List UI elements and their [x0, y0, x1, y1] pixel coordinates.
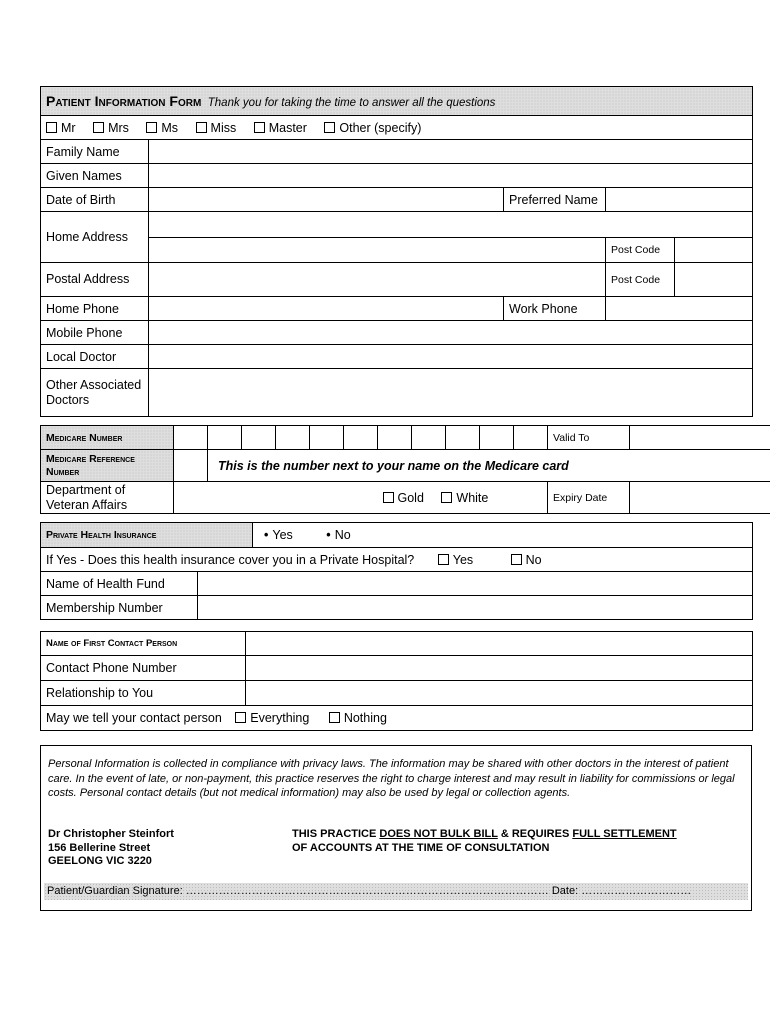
family-name-label: Family Name: [41, 140, 149, 164]
insurance-no-option[interactable]: • No: [326, 528, 351, 542]
medicare-digit-7[interactable]: [378, 426, 412, 450]
checkbox-mrs[interactable]: [93, 122, 104, 133]
medicare-digit-6[interactable]: [344, 426, 378, 450]
dob-field[interactable]: [149, 188, 504, 212]
home-post-code-label: Post Code: [606, 238, 675, 263]
privacy-statement: Personal Information is collected in compliance with privacy laws. The information may be shared with other doctors in the interest of patient care. In the event of late, or non-payment, this practice reserves the right to charge interest and may result in liability for commissions or legal costs. Personal contact details (but not medical information) may also be used by legal or collection agents.: [48, 758, 735, 799]
hospital-cover-question: If Yes - Does this health insurance cover you in a Private Hospital?: [46, 552, 415, 567]
membership-number-label: Membership Number: [41, 596, 198, 620]
checkbox-mr[interactable]: [46, 122, 57, 133]
valid-to-label: Valid To: [548, 426, 630, 450]
insurance-yes-option[interactable]: • Yes: [264, 528, 293, 542]
health-fund-label: Name of Health Fund: [41, 572, 198, 596]
relationship-field[interactable]: [246, 681, 753, 706]
work-phone-label: Work Phone: [504, 297, 606, 321]
title-option-master[interactable]: Master: [254, 121, 307, 135]
checkbox-hospital-yes[interactable]: [438, 554, 449, 565]
medicare-reference-label: Medicare Reference Number: [41, 450, 174, 482]
hospital-no-option[interactable]: No: [511, 553, 542, 567]
dva-gold-option[interactable]: Gold: [383, 491, 424, 505]
home-address-label: Home Address: [41, 212, 149, 263]
postal-address-field[interactable]: [149, 263, 606, 297]
insurance-title: Private Health Insurance: [41, 523, 253, 548]
membership-number-field[interactable]: [198, 596, 753, 620]
contact-name-field[interactable]: [246, 632, 753, 656]
medicare-digit-1[interactable]: [174, 426, 208, 450]
medicare-digit-3[interactable]: [242, 426, 276, 450]
contact-phone-field[interactable]: [246, 656, 753, 681]
tell-nothing-option[interactable]: Nothing: [329, 711, 387, 725]
checkbox-gold[interactable]: [383, 492, 394, 503]
signature-line[interactable]: Patient/Guardian Signature: ……………………………………………………………………………………… Date: …………………………: [44, 883, 748, 900]
checkbox-nothing[interactable]: [329, 712, 340, 723]
other-doctors-label: Other Associated Doctors: [41, 369, 149, 417]
street-address: 156 Bellerine Street: [48, 841, 151, 854]
dva-label: Department of Veteran Affairs: [41, 482, 174, 514]
home-phone-field[interactable]: [149, 297, 504, 321]
insurance-section: [40, 522, 752, 620]
patient-section: [40, 86, 752, 417]
dva-white-option[interactable]: White: [441, 491, 488, 505]
contact-title: Name of First Contact Person: [41, 632, 246, 656]
billing-notice: THIS PRACTICE DOES NOT BULK BILL & REQUIRES FULL SETTLEMENT OF ACCOUNTS AT THE TIME OF CONSULTATION: [292, 828, 677, 854]
checkbox-master[interactable]: [254, 122, 265, 133]
dob-label: Date of Birth: [41, 188, 149, 212]
postal-post-code-field[interactable]: [675, 263, 753, 297]
form-title: Patient Information Form: [46, 93, 202, 109]
hospital-cover-row: [41, 548, 753, 572]
medicare-digit-9[interactable]: [446, 426, 480, 450]
checkbox-other[interactable]: [324, 122, 335, 133]
home-post-code-field[interactable]: [675, 238, 753, 263]
checkbox-ms[interactable]: [146, 122, 157, 133]
valid-to-field[interactable]: [630, 426, 770, 450]
tell-contact-row: [41, 706, 753, 731]
medicare-digit-10[interactable]: [480, 426, 514, 450]
checkbox-miss[interactable]: [196, 122, 207, 133]
insurance-options: [253, 523, 753, 548]
title-option-miss[interactable]: Miss: [196, 121, 237, 135]
practice-address: [48, 828, 174, 869]
preferred-name-label: Preferred Name: [504, 188, 606, 212]
form-subtitle: Thank you for taking the time to answer all the questions: [207, 97, 496, 109]
checkbox-everything[interactable]: [235, 712, 246, 723]
preferred-name-field[interactable]: [606, 188, 753, 212]
dva-card-type: [378, 482, 548, 514]
mobile-phone-field[interactable]: [149, 321, 753, 345]
medicare-number-label: Medicare Number: [41, 426, 174, 450]
expiry-date-field[interactable]: [630, 482, 770, 514]
contact-section: [40, 631, 752, 731]
tell-everything-option[interactable]: Everything: [235, 711, 309, 725]
health-fund-field[interactable]: [198, 572, 753, 596]
checkbox-hospital-no[interactable]: [511, 554, 522, 565]
medicare-digit-8[interactable]: [412, 426, 446, 450]
mobile-phone-label: Mobile Phone: [41, 321, 149, 345]
local-doctor-field[interactable]: [149, 345, 753, 369]
title-option-other[interactable]: Other (specify): [324, 121, 421, 135]
tell-contact-question: May we tell your contact person: [46, 711, 222, 725]
home-phone-label: Home Phone: [41, 297, 149, 321]
relationship-label: Relationship to You: [41, 681, 246, 706]
postal-address-label: Postal Address: [41, 263, 149, 297]
given-names-label: Given Names: [41, 164, 149, 188]
bullet-icon: •: [264, 528, 269, 542]
given-names-field[interactable]: [149, 164, 753, 188]
medicare-reference-note: This is the number next to your name on the Medicare card: [208, 450, 770, 482]
medicare-digit-4[interactable]: [276, 426, 310, 450]
other-doctors-field[interactable]: [149, 369, 753, 417]
form-header: [41, 87, 753, 116]
medicare-digit-5[interactable]: [310, 426, 344, 450]
work-phone-field[interactable]: [606, 297, 753, 321]
checkbox-white[interactable]: [441, 492, 452, 503]
full-settlement-text: FULL SETTLEMENT: [572, 828, 677, 840]
medicare-section: [40, 425, 752, 514]
title-option-ms[interactable]: Ms: [146, 121, 178, 135]
no-bulk-bill-text: DOES NOT BULK BILL: [379, 828, 498, 840]
title-option-mrs[interactable]: Mrs: [93, 121, 129, 135]
dva-field[interactable]: [174, 482, 378, 514]
footer-box: [40, 745, 752, 911]
bullet-icon: •: [326, 528, 331, 542]
local-doctor-label: Local Doctor: [41, 345, 149, 369]
medicare-reference-field[interactable]: [174, 450, 208, 482]
medicare-digit-11[interactable]: [514, 426, 548, 450]
contact-phone-label: Contact Phone Number: [41, 656, 246, 681]
home-address-field-2[interactable]: [149, 238, 606, 263]
title-option-mr[interactable]: Mr: [46, 121, 76, 135]
medicare-digit-2[interactable]: [208, 426, 242, 450]
city-address: GEELONG VIC 3220: [48, 855, 152, 867]
hospital-yes-option[interactable]: Yes: [438, 553, 473, 567]
postal-post-code-label: Post Code: [606, 263, 675, 297]
doctor-name: Dr Christopher Steinfort: [48, 828, 174, 840]
family-name-field[interactable]: [149, 140, 753, 164]
expiry-date-label: Expiry Date: [548, 482, 630, 514]
title-options: [41, 116, 753, 140]
home-address-field-1[interactable]: [149, 212, 753, 238]
